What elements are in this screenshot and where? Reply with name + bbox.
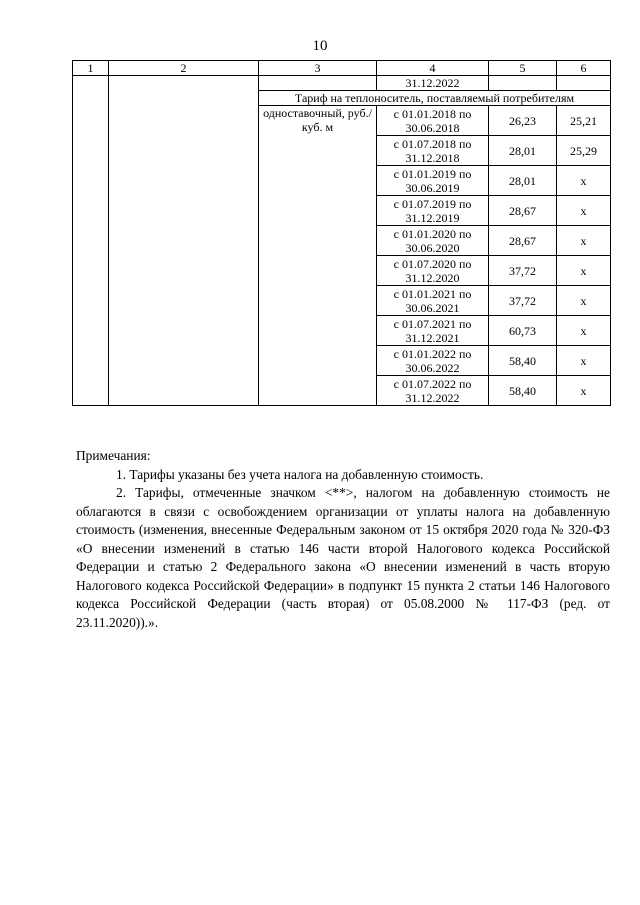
value-cell bbox=[489, 76, 557, 91]
notes-title: Примечания: bbox=[76, 448, 151, 463]
section-title: Тариф на теплоноситель, поставляемый потребителям bbox=[259, 91, 611, 106]
note-item: 1. Тарифы указаны без учета налога на добавленную стоимость. bbox=[116, 466, 484, 482]
value-cell: 60,73 bbox=[489, 316, 557, 346]
tariff-table bbox=[72, 60, 611, 406]
value-cell: х bbox=[557, 166, 611, 196]
value-cell: 58,40 bbox=[489, 376, 557, 406]
value-cell: 28,01 bbox=[489, 166, 557, 196]
value-cell: 28,67 bbox=[489, 196, 557, 226]
column-number: 1 bbox=[73, 61, 109, 76]
notes-section bbox=[76, 447, 610, 632]
period-cell: с 01.01.2021 по 30.06.2021 bbox=[377, 286, 489, 316]
page-number: 10 bbox=[312, 38, 328, 54]
value-cell: 28,01 bbox=[489, 136, 557, 166]
period-cell: с 01.07.2018 по 31.12.2018 bbox=[377, 136, 489, 166]
tariff-type-cell: одноставочный, руб./куб. м bbox=[259, 106, 377, 406]
value-cell: 37,72 bbox=[489, 286, 557, 316]
column-3-cell bbox=[259, 76, 377, 91]
column-number: 6 bbox=[557, 61, 611, 76]
value-cell: х bbox=[557, 346, 611, 376]
column-2-cell bbox=[109, 76, 259, 406]
value-cell: 25,21 bbox=[557, 106, 611, 136]
column-number: 4 bbox=[377, 61, 489, 76]
value-cell: х bbox=[557, 286, 611, 316]
value-cell: 25,29 bbox=[557, 136, 611, 166]
period-cell: с 01.07.2019 по 31.12.2019 bbox=[377, 196, 489, 226]
period-cell: с 01.01.2022 по 30.06.2022 bbox=[377, 346, 489, 376]
period-cell: с 01.07.2021 по 31.12.2021 bbox=[377, 316, 489, 346]
column-number-row bbox=[73, 61, 611, 76]
value-cell: х bbox=[557, 316, 611, 346]
value-cell: 28,67 bbox=[489, 226, 557, 256]
value-cell: 58,40 bbox=[489, 346, 557, 376]
tariff-table-body bbox=[73, 61, 611, 406]
period-cell: 31.12.2022 bbox=[377, 76, 489, 91]
period-cell: с 01.01.2020 по 30.06.2020 bbox=[377, 226, 489, 256]
note-item: 2. Тарифы, отмеченные значком <**>, налогом на добавленную стоимость не облагаются в связи с освобождением организации от уплаты налога на добавленную стоимость (изменения, внесенные Федеральным законом от 15 октября 2020 года № 320-ФЗ «О внесении изменений в статью 146 части второй Налогового кодекса Российской Федерации и статью 2 Федерального закона «О внесении изменений в часть вторую Налогового кодекса Российской Федерации» в подпункт 15 пункта 2 статьи 146 Налогового кодекса Российской Федерации (часть вторая) от 05.08.2000 № 117-ФЗ (ред. от 23.11.2020)).». bbox=[76, 485, 610, 630]
period-cell: с 01.01.2019 по 30.06.2019 bbox=[377, 166, 489, 196]
value-cell: 26,23 bbox=[489, 106, 557, 136]
value-cell: х bbox=[557, 196, 611, 226]
period-cell: с 01.01.2018 по 30.06.2018 bbox=[377, 106, 489, 136]
value-cell: х bbox=[557, 256, 611, 286]
value-cell: х bbox=[557, 376, 611, 406]
period-cell: с 01.07.2020 по 31.12.2020 bbox=[377, 256, 489, 286]
value-cell: 37,72 bbox=[489, 256, 557, 286]
column-number: 3 bbox=[259, 61, 377, 76]
value-cell bbox=[557, 76, 611, 91]
column-number: 5 bbox=[489, 61, 557, 76]
column-1-cell bbox=[73, 76, 109, 406]
column-number: 2 bbox=[109, 61, 259, 76]
value-cell: х bbox=[557, 226, 611, 256]
period-cell: с 01.07.2022 по 31.12.2022 bbox=[377, 376, 489, 406]
continuation-row bbox=[73, 76, 611, 91]
